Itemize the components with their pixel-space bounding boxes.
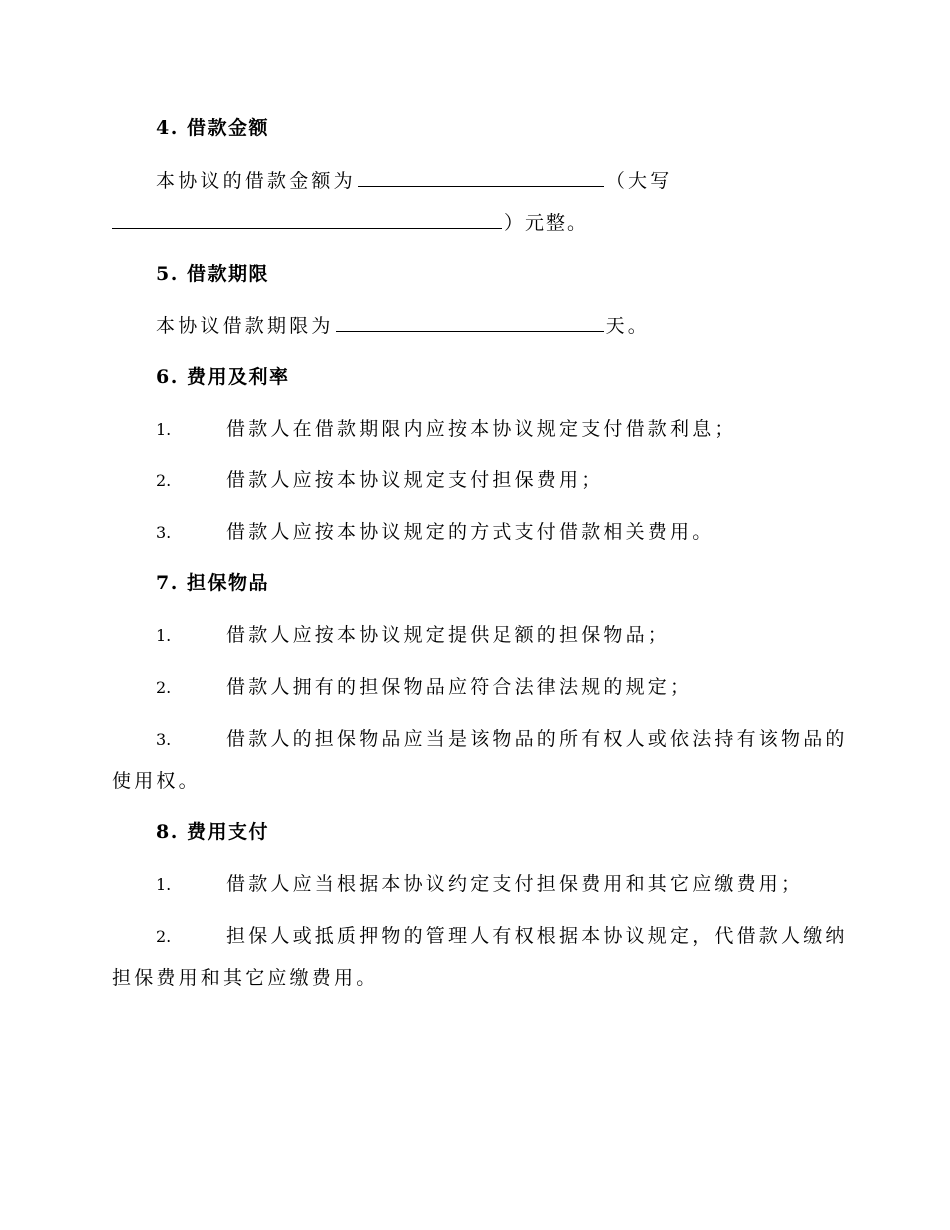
list-number: 3. [156, 730, 172, 749]
section-4-heading: 4. 借款金额 [156, 117, 269, 139]
list-item: 借款人在借款期限内应按本协议规定支付借款利息； [226, 418, 737, 440]
term-days-blank[interactable] [336, 313, 604, 332]
section-5-text-end: 天。 [605, 315, 651, 337]
list-number: 1. [156, 626, 172, 645]
list-item: 借款人应按本协议规定的方式支付借款相关费用。 [226, 521, 715, 543]
list-number: 2. [156, 927, 172, 946]
section-8-heading: 8. 费用支付 [156, 821, 269, 843]
section-5-line-1 [156, 313, 650, 338]
list-number: 1. [156, 875, 172, 894]
list-item-continuation: 使用权。 [112, 770, 201, 792]
list-number: 3. [156, 523, 172, 542]
section-5-text: 本协议借款期限为 [156, 315, 334, 337]
section-7-heading: 7. 担保物品 [156, 572, 269, 594]
list-item: 借款人应按本协议规定支付担保费用； [226, 469, 604, 491]
list-number: 2. [156, 471, 172, 490]
list-item: 借款人拥有的担保物品应符合法律法规的规定； [226, 676, 693, 698]
section-4-text-end: （大写 [605, 170, 673, 192]
list-item: 借款人应当根据本协议约定支付担保费用和其它应缴费用； [226, 873, 804, 895]
section-4-line-2-end: ）元整。 [504, 212, 589, 234]
section-6-heading: 6. 费用及利率 [156, 366, 290, 388]
section-4-line-1 [156, 168, 672, 193]
amount-uppercase-blank[interactable] [112, 210, 502, 229]
section-5-heading: 5. 借款期限 [156, 263, 269, 285]
list-item-continuation: 担保费用和其它应缴费用。 [112, 967, 379, 989]
list-item: 借款人的担保物品应当是该物品的所有权人或依法持有该物品的 [226, 728, 848, 750]
list-number: 1. [156, 420, 172, 439]
list-number: 2. [156, 678, 172, 697]
amount-blank[interactable] [358, 168, 604, 187]
list-item: 借款人应按本协议规定提供足额的担保物品； [226, 624, 671, 646]
list-item: 担保人或抵质押物的管理人有权根据本协议规定，代借款人缴纳 [226, 925, 848, 947]
section-4-text: 本协议的借款金额为 [156, 170, 356, 192]
section-4-line-2 [112, 210, 588, 235]
